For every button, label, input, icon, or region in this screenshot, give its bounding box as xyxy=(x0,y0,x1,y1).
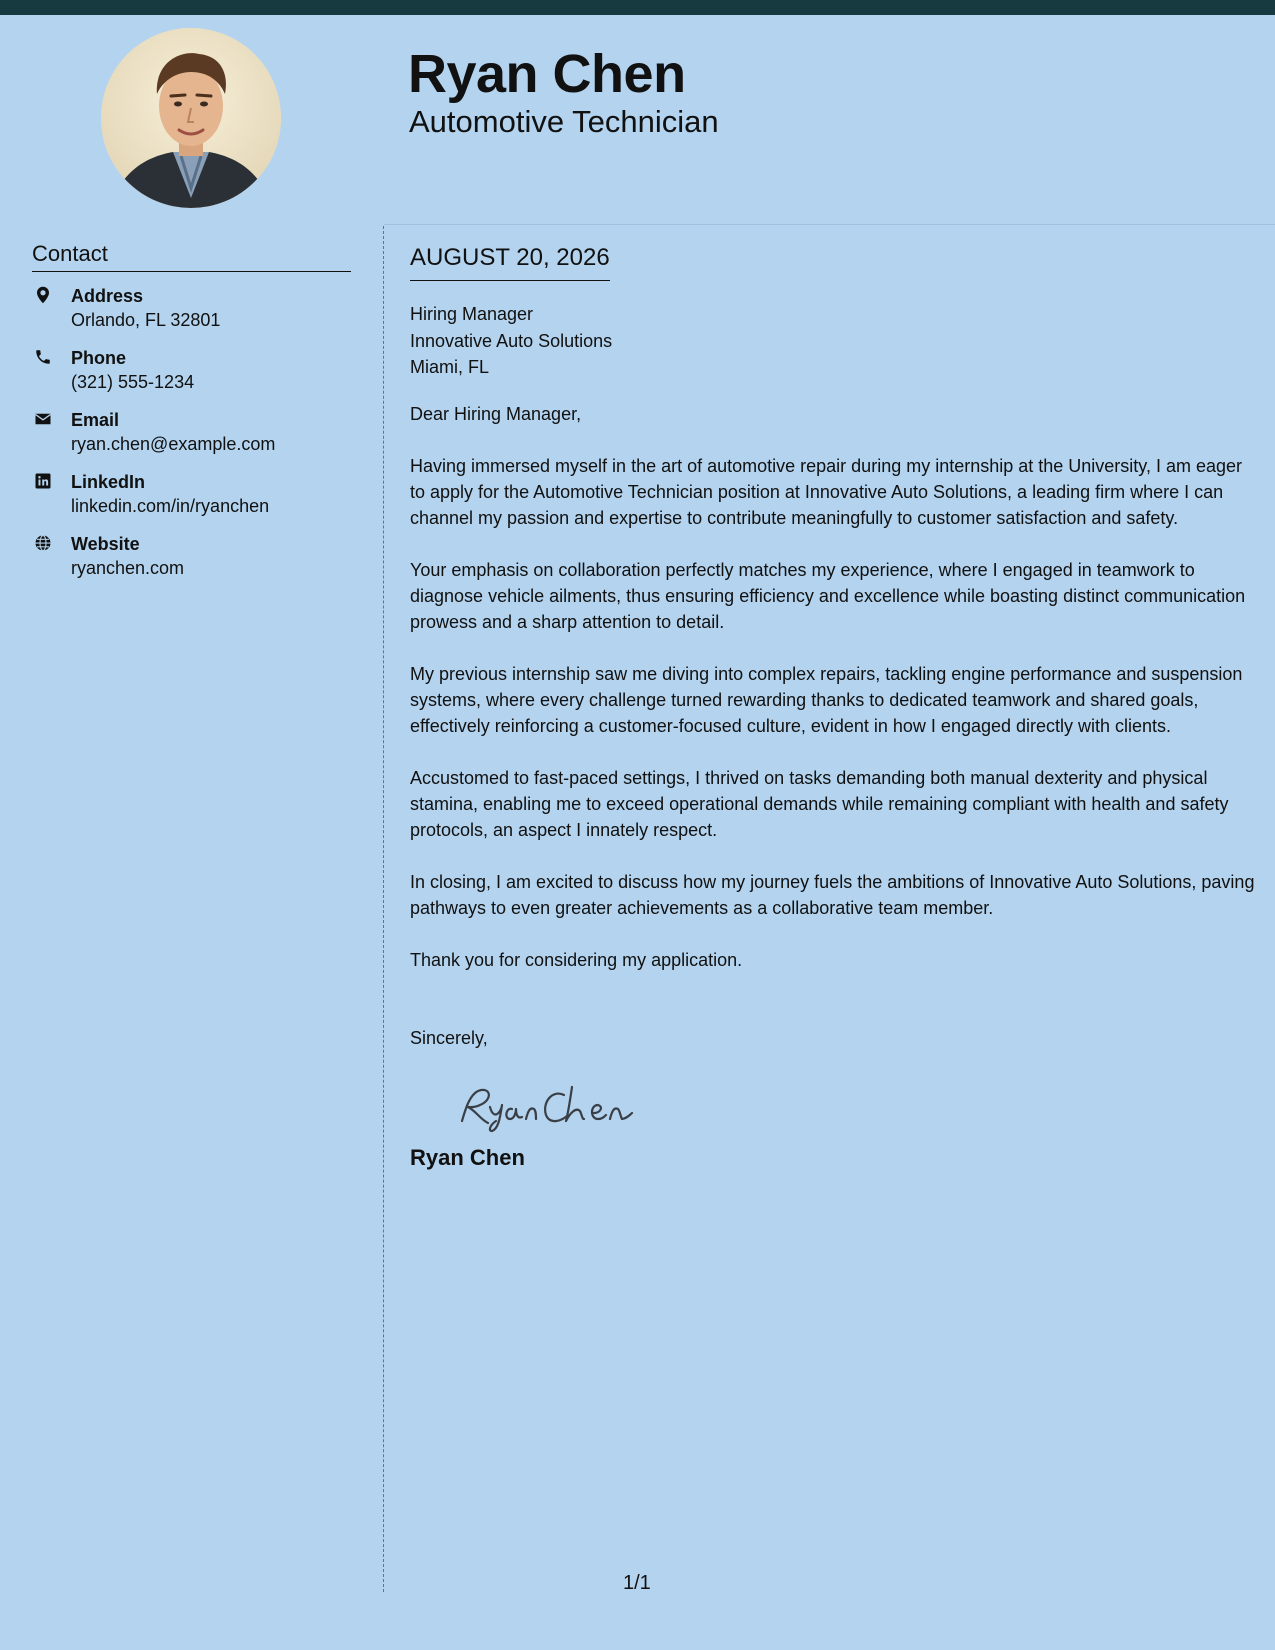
signer-name: Ryan Chen xyxy=(410,1144,525,1170)
linkedin-icon xyxy=(34,472,52,490)
contact-value: (321) 555-1234 xyxy=(71,372,195,392)
recipient-block xyxy=(410,301,1255,381)
contact-website xyxy=(32,532,351,581)
contact-label: Email xyxy=(71,410,120,430)
salutation: Dear Hiring Manager, xyxy=(410,403,582,424)
applicant-name: Ryan Chen xyxy=(408,44,686,104)
contact-phone xyxy=(32,346,351,395)
email-icon xyxy=(34,410,52,428)
applicant-job-title: Automotive Technician xyxy=(409,104,719,139)
contact-value: linkedin.com/in/ryanchen xyxy=(71,496,270,516)
contact-heading: Contact xyxy=(32,240,351,272)
contact-email xyxy=(32,408,351,457)
closing: Sincerely, xyxy=(410,1027,488,1048)
letter-paragraph: Accustomed to fast-paced settings, I thrived on tasks demanding both manual dexterity and physical stamina, enabling me to exceed operational demands while remaining compliant with health and safety protocols, an aspect I innately respect. xyxy=(410,767,1229,840)
contact-value: ryan.chen@example.com xyxy=(71,434,276,454)
contact-linkedin xyxy=(32,470,351,519)
location-pin-icon xyxy=(34,286,52,304)
handwritten-signature xyxy=(456,1077,1255,1135)
header-divider xyxy=(384,224,1275,225)
cover-letter-body xyxy=(410,240,1255,1173)
contact-address xyxy=(32,284,351,333)
recipient-line: Innovative Auto Solutions xyxy=(410,330,613,351)
globe-icon xyxy=(34,534,52,552)
recipient-line: Miami, FL xyxy=(410,357,490,377)
letter-paragraph: In closing, I am excited to discuss how my journey fuels the ambitions of Innovative Auto Solutions, paving pathways to even greater achievements as a collaborative team member. xyxy=(410,871,1255,918)
contact-value: ryanchen.com xyxy=(71,558,185,578)
letter-paragraph: Thank you for considering my application. xyxy=(410,949,743,970)
profile-photo xyxy=(101,28,281,208)
contact-label: Phone xyxy=(71,348,127,368)
letter-paragraph: My previous internship saw me diving into complex repairs, tackling engine performance and suspension systems, where every challenge turned rewarding thanks to dedicated teamwork and shared goals, effectively reinforcing a customer-focused culture, evident in how I engaged directly with clients. xyxy=(410,663,1243,736)
letter-paragraph: Having immersed myself in the art of automotive repair during my internship at the University, I am eager to apply for the Automotive Technician position at Innovative Auto Solutions, a leading firm where I can channel my passion and expertise to contribute meaningfully to customer satisfaction and safety. xyxy=(410,455,1243,528)
column-divider xyxy=(383,226,384,1592)
recipient-line: Hiring Manager xyxy=(410,304,534,324)
contact-sidebar xyxy=(32,240,351,594)
contact-label: Address xyxy=(71,286,144,306)
contact-value: Orlando, FL 32801 xyxy=(71,310,221,330)
letter-date: AUGUST 20, 2026 xyxy=(410,240,610,281)
page-number: 1/1 xyxy=(623,1572,651,1594)
letter-paragraph: Your emphasis on collaboration perfectly matches my experience, where I engaged in teamwork to diagnose vehicle ailments, thus ensuring efficiency and excellence while boasting distinct communication prowess and a sharp attention to detail. xyxy=(410,559,1246,632)
contact-label: Website xyxy=(71,534,140,554)
top-accent-bar xyxy=(0,0,1275,15)
phone-icon xyxy=(34,348,52,366)
contact-label: LinkedIn xyxy=(71,472,146,492)
